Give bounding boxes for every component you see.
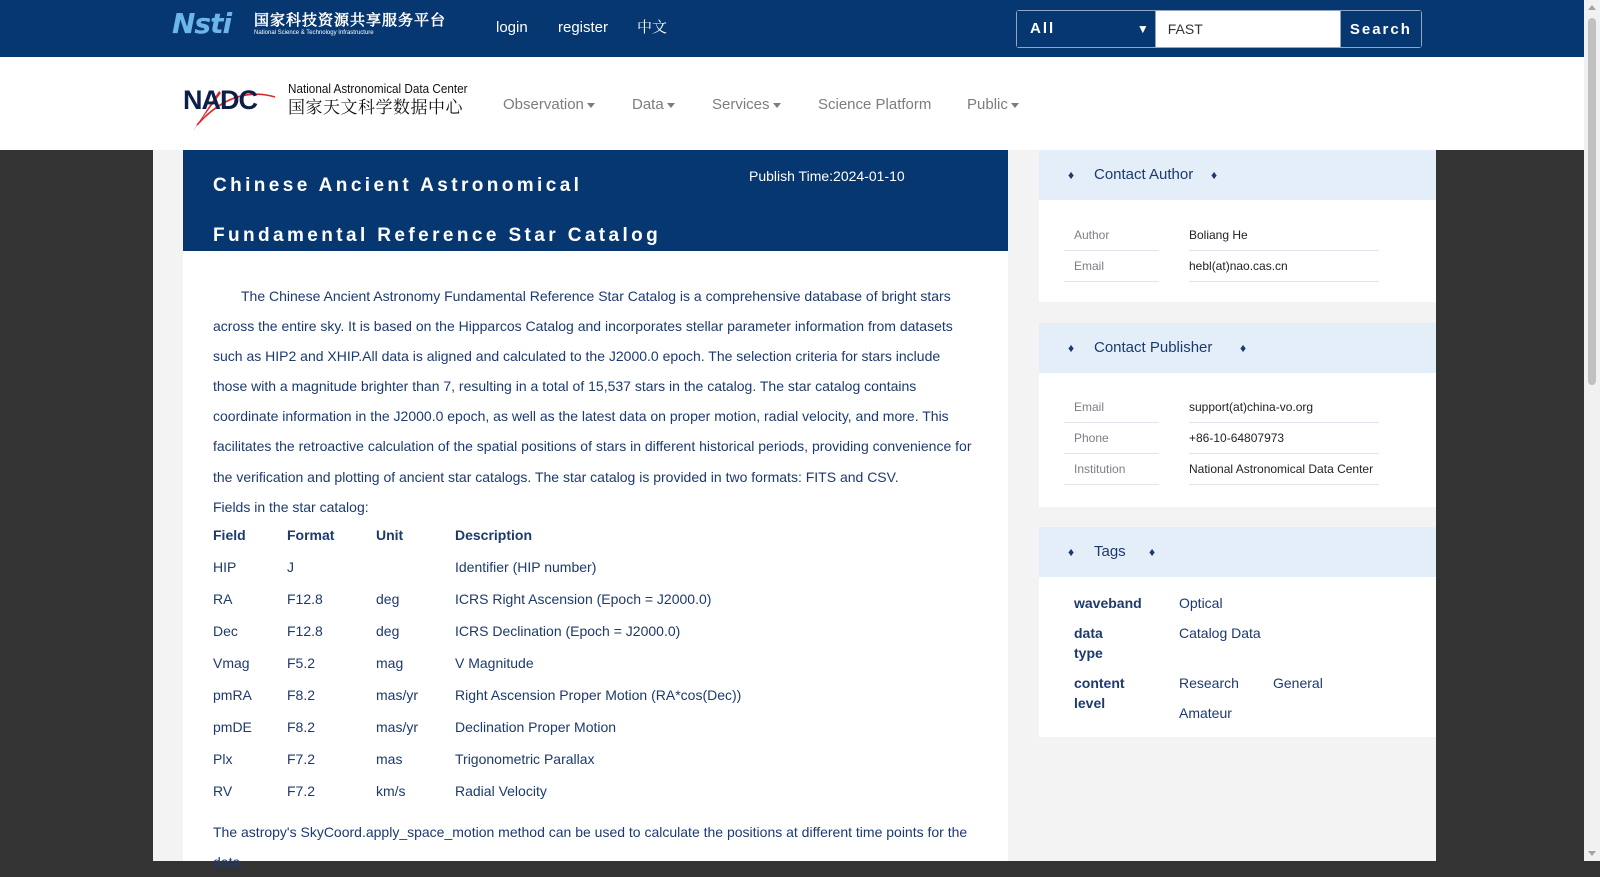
nav-services-label: Services — [712, 96, 770, 113]
publisher-institution-label: Institution — [1064, 454, 1159, 485]
login-link[interactable]: login — [496, 19, 528, 36]
contact-publisher-header — [1039, 323, 1436, 373]
fields-table — [213, 527, 875, 807]
table-row — [213, 775, 875, 807]
diamond-icon: ♦ — [1068, 341, 1075, 355]
tag-amateur[interactable]: Amateur — [1179, 705, 1232, 721]
nav-public-label: Public — [967, 96, 1008, 113]
nadc-logo-en: National Astronomical Data Center — [288, 81, 468, 96]
field-format: F8.2 — [287, 687, 316, 703]
nav-science-platform[interactable] — [818, 96, 931, 114]
tag-catalog-data[interactable]: Catalog Data — [1179, 625, 1261, 641]
fields-label: Fields in the star catalog: — [213, 499, 369, 515]
field-format: F5.2 — [287, 655, 316, 671]
dataset-title: Chinese Ancient Astronomical Fundamental Reference Star Catalog — [213, 175, 662, 246]
field-name: HIP — [213, 559, 237, 575]
content-level-label-line1: content — [1074, 675, 1125, 691]
publisher-email-label: Email — [1064, 392, 1159, 423]
contact-author-card — [1039, 150, 1436, 302]
field-description: Declination Proper Motion — [455, 719, 617, 735]
field-format: F12.8 — [287, 591, 323, 607]
contact-publisher-card — [1039, 323, 1436, 507]
field-description: Radial Velocity — [455, 783, 547, 799]
tag-research[interactable]: Research — [1179, 675, 1239, 691]
field-description: Trigonometric Parallax — [455, 751, 595, 767]
table-row — [213, 551, 875, 583]
header-format: Format — [287, 527, 335, 543]
nav-observation[interactable] — [503, 96, 595, 114]
diamond-icon: ♦ — [1068, 168, 1075, 182]
nav-observation-label: Observation — [503, 96, 584, 113]
nsti-logo-mark: Nsti — [172, 7, 232, 40]
publisher-institution-value: National Astronomical Data Center — [1189, 454, 1379, 485]
field-format: F7.2 — [287, 751, 316, 767]
dropdown-caret-icon — [1011, 103, 1019, 108]
field-unit: km/s — [376, 783, 406, 799]
field-name: Dec — [213, 623, 238, 639]
tags-card — [1039, 527, 1436, 737]
tags-title: Tags — [1094, 543, 1126, 560]
scroll-up-arrow-icon[interactable] — [1588, 5, 1596, 10]
field-description: Right Ascension Proper Motion (RA*cos(Dec)) — [455, 687, 742, 703]
field-format: F8.2 — [287, 719, 316, 735]
table-row — [213, 743, 875, 775]
author-email-label: Email — [1064, 251, 1159, 282]
search-scope-value: All — [1030, 20, 1056, 37]
nsti-logo-en: National Science & Technology Infrastructure — [254, 30, 374, 36]
field-unit: mas — [376, 751, 403, 767]
contact-author-title: Contact Author — [1094, 166, 1194, 183]
diamond-icon: ♦ — [1211, 168, 1218, 182]
nadc-logo-text — [288, 81, 487, 119]
author-value: Boliang He — [1189, 220, 1379, 251]
datatype-label-line2: type — [1074, 645, 1103, 661]
field-unit: deg — [376, 623, 400, 639]
field-format: J — [287, 559, 294, 575]
tag-general[interactable]: General — [1273, 675, 1323, 691]
dataset-title-bar — [183, 150, 1008, 251]
contact-publisher-title: Contact Publisher — [1094, 339, 1213, 356]
nav-data-label: Data — [632, 96, 664, 113]
field-name: pmRA — [213, 687, 252, 703]
nsti-logo-cn: 国家科技资源共享服务平台 — [254, 12, 447, 29]
field-description: Identifier (HIP number) — [455, 559, 597, 575]
field-description: V Magnitude — [455, 655, 534, 671]
content-level-label-line2: level — [1074, 695, 1106, 711]
nav-services[interactable] — [712, 96, 781, 114]
nadc-logo[interactable] — [183, 77, 468, 133]
field-unit: mas/yr — [376, 719, 418, 735]
publish-time: Publish Time:2024-01-10 — [749, 168, 905, 184]
nadc-logo-mark: NADC — [183, 85, 257, 115]
field-name: RA — [213, 591, 233, 607]
publisher-phone-value: +86-10-64807973 — [1189, 423, 1379, 454]
search-input[interactable] — [1156, 11, 1340, 47]
diamond-icon: ♦ — [1240, 341, 1247, 355]
scroll-down-arrow-icon[interactable] — [1588, 851, 1596, 856]
nav-science-platform-label: Science Platform — [818, 96, 932, 113]
nav-public[interactable] — [967, 96, 1019, 114]
tags-header — [1039, 527, 1436, 577]
nav-data[interactable] — [632, 96, 675, 114]
nsti-logo-text — [254, 13, 446, 37]
nadc-logo-cn: 国家天文科学数据中心 — [288, 98, 463, 117]
header-field: Field — [213, 527, 246, 543]
table-row — [213, 647, 875, 679]
search-scope-select[interactable] — [1017, 11, 1156, 47]
field-format: F7.2 — [287, 783, 316, 799]
publisher-phone-label: Phone — [1064, 423, 1159, 454]
diamond-icon: ♦ — [1149, 545, 1156, 559]
language-link[interactable]: 中文 — [637, 19, 668, 36]
waveband-label: waveband — [1074, 595, 1142, 611]
diamond-icon: ♦ — [1068, 545, 1075, 559]
page-scrollbar[interactable] — [1584, 0, 1600, 861]
publisher-email-value: support(at)china-vo.org — [1189, 392, 1379, 423]
register-link[interactable]: register — [558, 19, 609, 36]
dropdown-caret-icon — [587, 103, 595, 108]
author-email-value: hebl(at)nao.cas.cn — [1189, 251, 1379, 282]
search-button[interactable]: Search — [1340, 11, 1421, 47]
dataset-description: The Chinese Ancient Astronomy Fundamental Reference Star Catalog is a comprehensive database of bright stars across the entire sky. It is based on the Hipparcos Catalog and incorporates stellar parameter information from datasets such as HIP2 and XHIP.All data is aligned and calculated to the J2000.0 epoch. The selection criteria for stars include those with a magnitude brighter than 7, resulting in a total of 15,537 stars in the catalog. The star catalog contains coordinate information in the J2000.0 epoch, as well as the latest data on proper motion, radial velocity, and more. This facilitates the retroactive calculation of the spatial positions of stars in different historical periods, providing convenience for the verification and plotting of ancient star catalogs. The star catalog is provided in two formats: FITS and CSV. — [213, 288, 972, 485]
field-description: ICRS Right Ascension (Epoch = J2000.0) — [455, 591, 712, 607]
field-name: RV — [213, 783, 233, 799]
nsti-logo[interactable] — [172, 7, 447, 41]
scroll-thumb[interactable] — [1588, 18, 1596, 385]
table-row — [213, 711, 875, 743]
field-unit: mag — [376, 655, 404, 671]
caret-down-icon: ▼ — [1136, 22, 1149, 36]
author-label: Author — [1064, 220, 1159, 251]
table-row — [213, 615, 875, 647]
field-unit: deg — [376, 591, 400, 607]
tag-optical[interactable]: Optical — [1179, 595, 1223, 611]
search-bar — [1016, 10, 1422, 48]
dropdown-caret-icon — [773, 103, 781, 108]
dropdown-caret-icon — [667, 103, 675, 108]
header-description: Description — [455, 527, 533, 543]
table-row — [213, 583, 875, 615]
contact-author-header — [1039, 150, 1436, 200]
header-unit: Unit — [376, 527, 404, 543]
main-nav — [0, 57, 1584, 150]
field-name: pmDE — [213, 719, 252, 735]
fields-table-header — [213, 527, 875, 551]
table-row — [213, 679, 875, 711]
field-unit: mas/yr — [376, 687, 418, 703]
field-format: F12.8 — [287, 623, 323, 639]
usage-note: The astropy's SkyCoord.apply_space_motion method can be used to calculate the positions at different time points for the data. — [213, 824, 968, 870]
datatype-label-line1: data — [1074, 625, 1103, 641]
field-description: ICRS Declination (Epoch = J2000.0) — [455, 623, 681, 639]
top-bar — [0, 0, 1584, 57]
field-name: Plx — [213, 751, 233, 767]
field-unit — [376, 551, 455, 583]
field-name: Vmag — [213, 655, 250, 671]
